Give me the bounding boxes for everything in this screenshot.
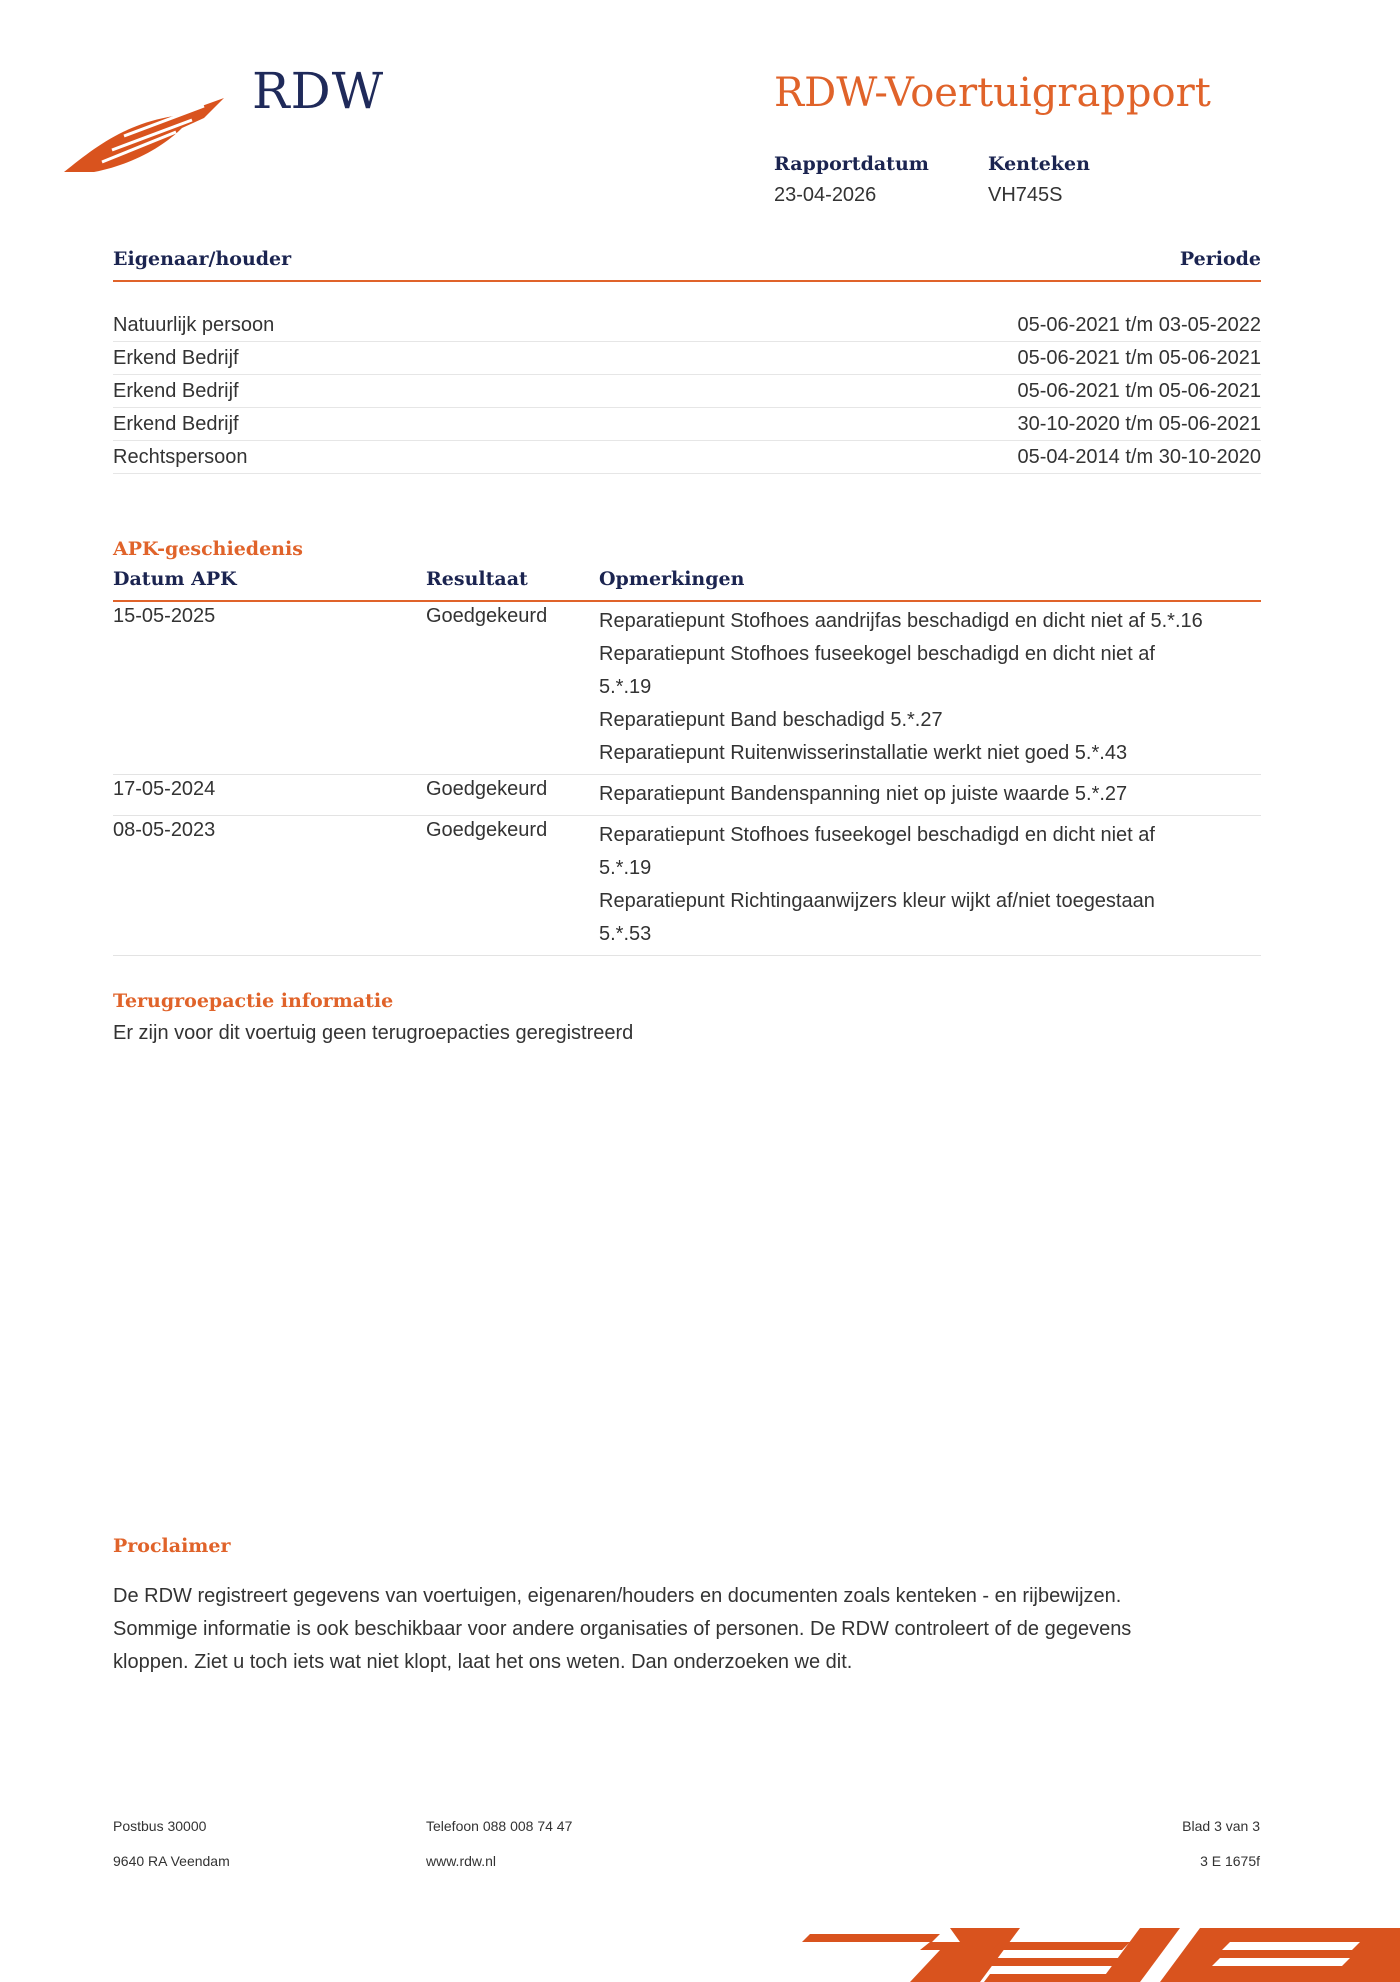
apk-remark: 5.*.53 [599, 923, 652, 945]
proclaimer-title: Proclaimer [113, 1535, 231, 1557]
owner-type: Erkend Bedrijf [113, 347, 239, 369]
apk-remark: Reparatiepunt Stofhoes fuseekogel beschadigd en dicht niet af [599, 824, 1155, 846]
proclaimer-line: Sommige informatie is ook beschikbaar voor andere organisaties of personen. De RDW controleert of de gegevens [113, 1618, 1132, 1640]
owner-table-header [113, 248, 1261, 282]
footer-address-line1: Postbus 30000 [113, 1818, 207, 1834]
owner-row [113, 375, 1261, 408]
apk-date: 15-05-2025 [113, 605, 216, 627]
owner-period: 05-04-2014 t/m 30-10-2020 [1017, 446, 1261, 468]
apk-remark: 5.*.19 [599, 857, 652, 879]
owner-list [113, 309, 1261, 474]
owner-row [113, 441, 1261, 474]
apk-date: 17-05-2024 [113, 778, 216, 800]
decorative-stripes-graphic [800, 1920, 1400, 1982]
apk-remarks [599, 778, 1261, 811]
apk-remarks [599, 605, 1261, 770]
logo-text: RDW [252, 62, 385, 120]
apk-remarks-column-label: Opmerkingen [599, 568, 745, 590]
rdw-logo [64, 60, 384, 180]
footer-phone: Telefoon 088 008 74 47 [426, 1818, 573, 1834]
plate-value: VH745S [988, 184, 1063, 206]
owner-period: 05-06-2021 t/m 05-06-2021 [1017, 347, 1261, 369]
apk-section-title: APK-geschiedenis [113, 538, 303, 560]
proclaimer-line: kloppen. Ziet u toch iets wat niet klopt, laat het ons weten. Dan onderzoeken we dit. [113, 1651, 853, 1673]
apk-remark: Reparatiepunt Richtingaanwijzers kleur wijkt af/niet toegestaan [599, 890, 1155, 912]
owner-period: 30-10-2020 t/m 05-06-2021 [1017, 413, 1261, 435]
owner-row [113, 342, 1261, 375]
apk-result: Goedgekeurd [426, 605, 548, 627]
owner-period: 05-06-2021 t/m 03-05-2022 [1017, 314, 1261, 336]
apk-remark: Reparatiepunt Bandenspanning niet op juiste waarde 5.*.27 [599, 783, 1128, 805]
owner-row [113, 309, 1261, 342]
recall-text: Er zijn voor dit voertuig geen terugroepacties geregistreerd [113, 1022, 634, 1044]
apk-date: 08-05-2023 [113, 819, 216, 841]
apk-row [113, 775, 1261, 816]
apk-result-column-label: Resultaat [426, 568, 528, 590]
owner-row [113, 408, 1261, 441]
owner-type: Natuurlijk persoon [113, 314, 275, 336]
plate-label: Kenteken [988, 153, 1090, 175]
apk-remark: Reparatiepunt Ruitenwisserinstallatie werkt niet goed 5.*.43 [599, 742, 1128, 764]
apk-result: Goedgekeurd [426, 778, 548, 800]
recall-section-title: Terugroepactie informatie [113, 990, 394, 1012]
apk-remark: Reparatiepunt Stofhoes aandrijfas beschadigd en dicht niet af 5.*.16 [599, 610, 1203, 632]
apk-remark: Reparatiepunt Band beschadigd 5.*.27 [599, 709, 943, 731]
footer-page-number: Blad 3 van 3 [1182, 1818, 1260, 1834]
report-title: RDW-Voertuigrapport [774, 70, 1211, 116]
proclaimer-text [113, 1580, 1261, 1679]
footer-website-link[interactable]: www.rdw.nl [426, 1853, 497, 1869]
owner-period: 05-06-2021 t/m 05-06-2021 [1017, 380, 1261, 402]
period-column-label: Periode [1179, 248, 1261, 270]
owner-type: Rechtspersoon [113, 446, 248, 468]
apk-table [113, 602, 1261, 956]
apk-remarks [599, 819, 1261, 951]
owner-type: Erkend Bedrijf [113, 380, 239, 402]
apk-row [113, 816, 1261, 956]
owner-column-label: Eigenaar/houder [113, 248, 292, 270]
report-date-label: Rapportdatum [774, 153, 929, 175]
report-date-value: 23-04-2026 [774, 184, 877, 206]
apk-remark: 5.*.19 [599, 676, 652, 698]
apk-remark: Reparatiepunt Stofhoes fuseekogel beschadigd en dicht niet af [599, 643, 1155, 665]
apk-result: Goedgekeurd [426, 819, 548, 841]
footer-address-line2: 9640 RA Veendam [113, 1853, 230, 1869]
apk-table-header [113, 568, 1261, 602]
apk-date-column-label: Datum APK [113, 568, 237, 590]
apk-row [113, 602, 1261, 775]
proclaimer-line: De RDW registreert gegevens van voertuigen, eigenaren/houders en documenten zoals kenteken - en rijbewijzen. [113, 1585, 1122, 1607]
rdw-bird-icon [64, 88, 234, 178]
owner-type: Erkend Bedrijf [113, 413, 239, 435]
footer-document-code: 3 E 1675f [1200, 1853, 1260, 1869]
